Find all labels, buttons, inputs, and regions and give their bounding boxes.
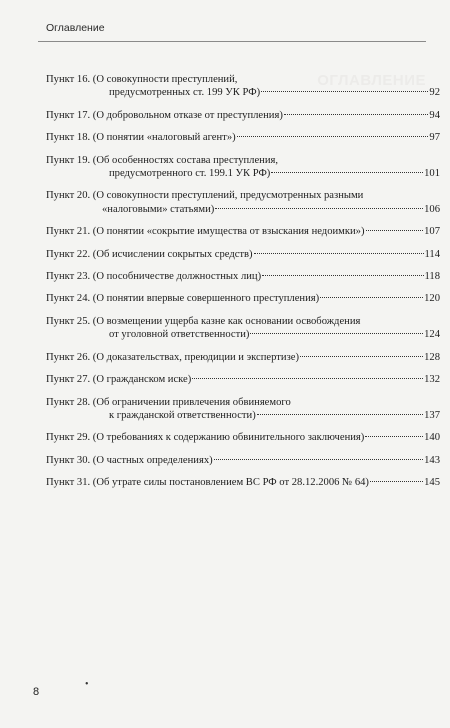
toc-page-number: 118 [424,271,440,283]
toc-page-number: 92 [429,87,440,99]
toc-entry-title: Пункт 25. (О возмещении ущерба казне как основании освобождения [46,315,361,327]
toc-page-number: 145 [424,477,440,489]
dot-leader [366,230,424,231]
toc-entry [46,270,440,283]
dot-leader [254,253,424,254]
toc-entry-title-cont: «налоговыми» статьями) [102,203,215,215]
running-header-title: Оглавление [46,22,105,34]
toc-page-number: 132 [424,374,440,386]
toc-entry-title: Пункт 28. (Об ограничении привлечения обвиняемого [46,396,291,408]
toc-entry-title: Пункт 20. (О совокупности преступлений, предусмотренных разными [46,190,364,202]
toc-entry-title: Пункт 17. (О добровольном отказе от преступления) [46,109,283,121]
toc-entry-title-cont: к гражданской ответственности) [109,409,256,421]
dot-leader [271,172,423,173]
toc-entry [46,476,440,489]
toc-page-number: 106 [424,203,440,215]
toc-page-number: 120 [424,293,440,305]
dot-leader [300,356,423,357]
bleed-through-heading: ОГЛАВЛЕНИЕ [317,72,426,89]
toc-entry [46,225,440,238]
dot-leader [192,378,423,379]
toc-page-number: 140 [424,432,440,444]
dot-leader [250,333,423,334]
toc-entry-title-cont: от уголовной ответственности) [109,329,250,341]
toc-entry [46,351,440,364]
dot-leader [257,414,423,415]
toc-entry [46,315,440,342]
toc-entry [46,454,440,467]
toc-page-number: 101 [424,168,440,180]
toc-entry [46,396,440,423]
toc-page-number: 137 [424,409,440,421]
toc-page-number: 107 [424,226,440,238]
dot-leader [215,208,423,209]
dot-leader [237,136,429,137]
toc-entry-title: Пункт 23. (О пособничестве должностных лиц) [46,271,262,283]
toc-page-number: 114 [424,248,440,260]
toc-entry [46,154,440,181]
footer-dot-mark: • [85,679,89,690]
dot-leader [261,91,428,92]
toc-entry-title: Пункт 26. (О доказательствах, преюдиции и экспертизе) [46,351,299,363]
table-of-contents [46,73,440,499]
toc-page-number: 94 [429,109,440,121]
toc-entry-title: Пункт 24. (О понятии впервые совершенного преступления) [46,293,320,305]
dot-leader [262,275,423,276]
dot-leader [370,481,423,482]
dot-leader [214,459,423,460]
toc-entry [46,373,440,386]
toc-entry-title: Пункт 31. (Об утрате силы постановлением ВС РФ от 28.12.2006 № 64) [46,477,369,489]
header-divider [38,41,426,42]
toc-entry-title: Пункт 30. (О частных определениях) [46,454,213,466]
dot-leader [365,436,423,437]
toc-entry-title: Пункт 22. (Об исчислении сокрытых средств) [46,248,253,260]
toc-entry-title: Пункт 16. (О совокупности преступлений, [46,74,238,85]
toc-entry-title: Пункт 29. (О требованиях к содержанию обвинительного заключения) [46,432,365,444]
page-number: 8 [33,686,40,698]
toc-entry-title: Пункт 21. (О понятии «сокрытие имущества от взыскания недоимки») [46,226,365,238]
toc-page-number: 143 [424,454,440,466]
toc-entry [46,189,440,216]
dot-leader [284,114,429,115]
toc-page-number: 97 [429,132,440,144]
toc-entry [46,109,440,122]
toc-entry-title-cont: предусмотренных ст. 199 УК РФ) [109,87,261,99]
toc-entry [46,131,440,144]
toc-page-number: 124 [424,329,440,341]
toc-entry [46,73,440,100]
dot-leader [320,297,423,298]
toc-entry [46,248,440,261]
toc-entry-title: Пункт 19. (Об особенностях состава преступления, [46,154,279,166]
toc-entry-title: Пункт 27. (О гражданском иске) [46,374,192,386]
toc-page-number: 128 [424,351,440,363]
toc-entry [46,292,440,305]
toc-entry-title: Пункт 18. (О понятии «налоговый агент») [46,132,236,144]
toc-entry [46,431,440,444]
page-header [0,0,450,40]
toc-entry-title-cont: предусмотренного ст. 199.1 УК РФ) [109,168,271,180]
